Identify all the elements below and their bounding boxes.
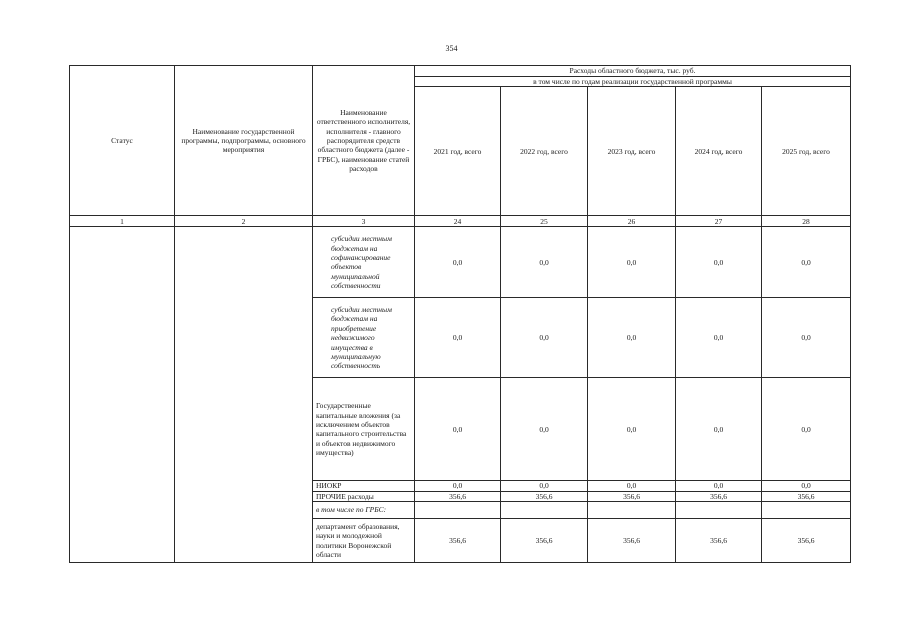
expense-label: в том числе по ГРБС:: [313, 502, 415, 519]
column-numbers-row: [70, 216, 851, 227]
expense-label: Государственные капитальные вложения (за исключением объектов капитального строительства и объектов недвижимого имущества): [313, 378, 415, 481]
value-2021: 356,6: [415, 491, 501, 501]
value-2025: 0,0: [762, 378, 851, 481]
value-2021: 0,0: [415, 481, 501, 491]
header-by-years: в том числе по годам реализации государственной программы: [415, 77, 851, 87]
expense-label: ПРОЧИЕ расходы: [313, 491, 415, 501]
value-2021: 0,0: [415, 378, 501, 481]
value-2024: 0,0: [676, 481, 762, 491]
header-budget-title: Расходы областного бюджета, тыс. руб.: [415, 66, 851, 77]
value-2025: 356,6: [762, 519, 851, 563]
value-2024: [676, 502, 762, 519]
expense-label: субсидии местным бюджетам на софинансирование объектов муниципальной собственности: [313, 227, 415, 298]
value-2023: 0,0: [588, 298, 676, 378]
expense-label: департамент образования, науки и молодежной политики Воронежской области: [313, 519, 415, 563]
value-2023: 356,6: [588, 519, 676, 563]
expense-label: НИОКР: [313, 481, 415, 491]
value-2025: 356,6: [762, 491, 851, 501]
column-number: 24: [415, 216, 501, 227]
value-2023: 0,0: [588, 227, 676, 298]
header-status: Статус: [70, 66, 175, 216]
column-number: 27: [676, 216, 762, 227]
column-number: 26: [588, 216, 676, 227]
table-row: [70, 227, 851, 298]
value-2022: 0,0: [501, 227, 588, 298]
header-year-2024: 2024 год, всего: [676, 87, 762, 216]
value-2021: [415, 502, 501, 519]
expense-label: субсидии местным бюджетам на приобретение недвижимого имущества в муниципальную собственность: [313, 298, 415, 378]
status-cell-empty: [70, 227, 175, 563]
column-number: 2: [175, 216, 313, 227]
value-2025: [762, 502, 851, 519]
page-number: 354: [445, 44, 458, 53]
value-2024: 0,0: [676, 227, 762, 298]
value-2022: 0,0: [501, 378, 588, 481]
value-2022: 356,6: [501, 491, 588, 501]
value-2025: 0,0: [762, 227, 851, 298]
value-2024: 0,0: [676, 378, 762, 481]
value-2024: 356,6: [676, 519, 762, 563]
budget-table: [69, 65, 851, 563]
value-2023: 0,0: [588, 481, 676, 491]
value-2025: 0,0: [762, 298, 851, 378]
header-year-2022: 2022 год, всего: [501, 87, 588, 216]
header-year-2025: 2025 год, всего: [762, 87, 851, 216]
value-2024: 356,6: [676, 491, 762, 501]
value-2022: 0,0: [501, 481, 588, 491]
value-2022: [501, 502, 588, 519]
value-2024: 0,0: [676, 298, 762, 378]
program-cell-empty: [175, 227, 313, 563]
value-2023: 0,0: [588, 378, 676, 481]
column-number: 25: [501, 216, 588, 227]
value-2022: 0,0: [501, 298, 588, 378]
value-2023: 356,6: [588, 491, 676, 501]
header-year-2021: 2021 год, всего: [415, 87, 501, 216]
column-number: 1: [70, 216, 175, 227]
header-year-2023: 2023 год, всего: [588, 87, 676, 216]
value-2021: 356,6: [415, 519, 501, 563]
header-program-name: Наименование государственной программы, подпрограммы, основного мероприятия: [175, 66, 313, 216]
value-2021: 0,0: [415, 298, 501, 378]
column-number: 28: [762, 216, 851, 227]
value-2025: 0,0: [762, 481, 851, 491]
header-executor: Наименование ответственного исполнителя, исполнителя - главного распорядителя средств областного бюджета (далее - ГРБС), наименование статей расходов: [313, 66, 415, 216]
column-number: 3: [313, 216, 415, 227]
value-2021: 0,0: [415, 227, 501, 298]
value-2022: 356,6: [501, 519, 588, 563]
value-2023: [588, 502, 676, 519]
